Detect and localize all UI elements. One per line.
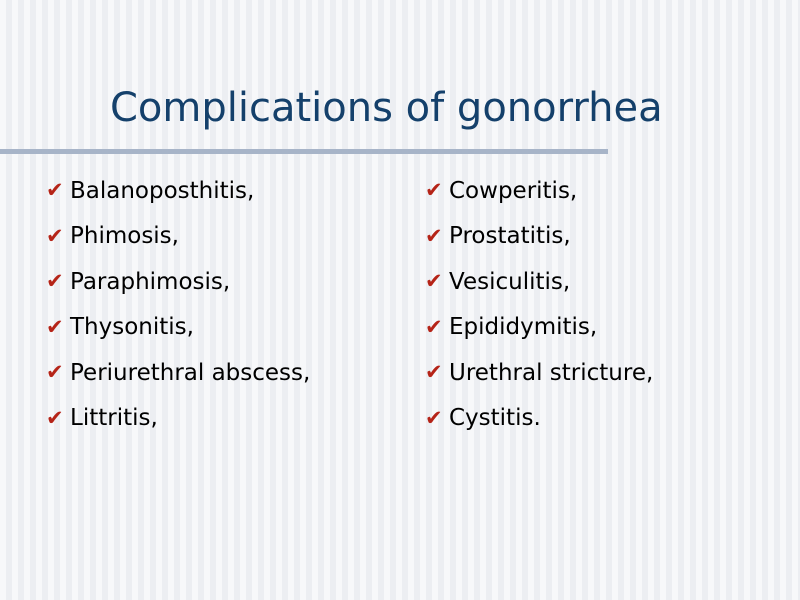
list-item-text: Paraphimosis, bbox=[70, 268, 231, 295]
check-mark-icon: ✔ bbox=[46, 405, 64, 430]
check-mark-icon: ✔ bbox=[46, 178, 64, 203]
list-item-text: Urethral stricture, bbox=[449, 359, 654, 386]
list-item-text: Balanoposthitis, bbox=[70, 177, 255, 204]
list-item bbox=[46, 214, 310, 260]
list-item-text: Epididymitis, bbox=[449, 314, 598, 341]
list-item-text: Periurethral abscess, bbox=[70, 359, 311, 386]
check-mark-icon: ✔ bbox=[46, 314, 64, 339]
list-item-text: Cowperitis, bbox=[449, 177, 578, 204]
list-item bbox=[46, 350, 310, 396]
check-mark-icon: ✔ bbox=[46, 223, 64, 248]
list-item bbox=[46, 305, 310, 351]
list-item bbox=[425, 259, 653, 305]
list-item bbox=[425, 168, 653, 214]
list-item-text: Vesiculitis, bbox=[449, 268, 571, 295]
check-mark-icon: ✔ bbox=[425, 405, 443, 430]
check-mark-icon: ✔ bbox=[46, 269, 64, 294]
left-bullet-list bbox=[46, 168, 310, 441]
list-item-text: Thysonitis, bbox=[70, 314, 194, 341]
title-underline bbox=[0, 149, 608, 154]
list-item bbox=[425, 305, 653, 351]
list-item-text: Prostatitis, bbox=[449, 223, 571, 250]
list-item-text: Cystitis. bbox=[449, 405, 541, 432]
list-item bbox=[46, 396, 310, 442]
check-mark-icon: ✔ bbox=[425, 223, 443, 248]
list-item-text: Phimosis, bbox=[70, 223, 179, 250]
right-bullet-list bbox=[425, 168, 653, 441]
check-mark-icon: ✔ bbox=[46, 360, 64, 385]
slide-title: Complications of gonorrhea bbox=[110, 85, 663, 131]
check-mark-icon: ✔ bbox=[425, 178, 443, 203]
check-mark-icon: ✔ bbox=[425, 360, 443, 385]
list-item bbox=[46, 259, 310, 305]
list-item bbox=[425, 214, 653, 260]
list-item bbox=[46, 168, 310, 214]
list-item bbox=[425, 350, 653, 396]
list-item-text: Littritis, bbox=[70, 405, 158, 432]
check-mark-icon: ✔ bbox=[425, 314, 443, 339]
check-mark-icon: ✔ bbox=[425, 269, 443, 294]
list-item bbox=[425, 396, 653, 442]
